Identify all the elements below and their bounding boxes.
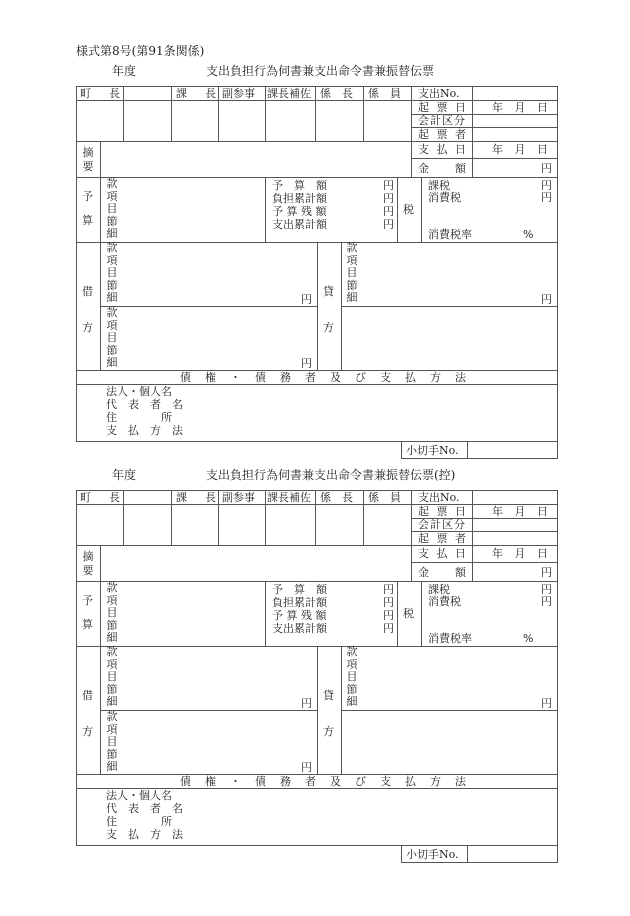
budget-amounts bbox=[272, 179, 394, 231]
draft-date-label: 起 票 日 bbox=[418, 101, 466, 114]
amount-label: 金 額 bbox=[418, 162, 466, 175]
stamp-deputy[interactable] bbox=[219, 505, 265, 545]
stamp-blank[interactable] bbox=[124, 505, 171, 545]
expense-total-row: 支出累計額 円 bbox=[272, 622, 394, 635]
expense-total-row: 支出累計額 円 bbox=[272, 218, 394, 231]
corporate-name-label: 法人・個人名 bbox=[106, 385, 172, 398]
credit-items: 款 項 目 節 細 bbox=[346, 645, 358, 709]
budget-label-bottom: 算 bbox=[82, 618, 93, 631]
approval-mayor: 町 長 bbox=[80, 491, 120, 504]
committed-total-row: 負担累計額 円 bbox=[272, 192, 394, 205]
approval-deputy: 副参事 bbox=[222, 87, 255, 100]
amount-yen: 円 bbox=[541, 162, 552, 175]
debit-yen-1: 円 bbox=[301, 293, 312, 306]
budget-label-top: 予 bbox=[82, 190, 93, 203]
credit-field-1[interactable] bbox=[360, 647, 540, 709]
approval-subsection-chief: 係 長 bbox=[320, 87, 353, 100]
consumption-tax-label: 消費税 bbox=[428, 595, 461, 608]
approval-assistant-chief: 課長補佐 bbox=[267, 87, 311, 100]
credit-label-top: 貸 bbox=[323, 689, 334, 702]
debit-field-1[interactable] bbox=[120, 647, 300, 709]
debit-yen-2: 円 bbox=[301, 357, 312, 370]
address-label: 住 所 bbox=[106, 815, 172, 828]
drafter-field[interactable] bbox=[473, 128, 557, 141]
approval-mayor: 町 長 bbox=[80, 87, 120, 100]
approval-assistant-chief: 課長補佐 bbox=[267, 491, 311, 504]
taxable-yen: 円 bbox=[541, 179, 552, 192]
tax-rate-label: 消費税率 bbox=[428, 632, 472, 645]
stamp-subsection-chief[interactable] bbox=[316, 101, 363, 141]
approval-deputy: 副参事 bbox=[222, 491, 255, 504]
payment-date-label: 支 払 日 bbox=[418, 143, 466, 156]
tax-rate-label: 消費税率 bbox=[428, 228, 472, 241]
approval-section-chief: 課 長 bbox=[176, 87, 216, 100]
fiscal-year-label: 年度 bbox=[112, 64, 137, 78]
payment-method-label: 支 払 方 法 bbox=[106, 424, 183, 437]
debit-label-top: 借 bbox=[82, 285, 93, 298]
credit-field-2[interactable] bbox=[342, 307, 557, 369]
drafter-field[interactable] bbox=[473, 532, 557, 545]
tax-label: 税 bbox=[403, 203, 414, 216]
debit-items-1: 款 項 目 節 細 bbox=[106, 241, 118, 305]
stamp-section-chief[interactable] bbox=[172, 505, 218, 545]
debit-field-1[interactable] bbox=[120, 243, 300, 305]
budget-amount-row: 予 算 額 円 bbox=[272, 583, 394, 596]
debit-items-1: 款 項 目 節 細 bbox=[106, 645, 118, 709]
budget-amount-row: 予 算 額 円 bbox=[272, 179, 394, 192]
budget-remaining-row: 予 算 残 額 円 bbox=[272, 609, 394, 622]
stamp-staff[interactable] bbox=[364, 101, 411, 141]
budget-remaining-row: 予 算 残 額 円 bbox=[272, 205, 394, 218]
expense-no-field[interactable] bbox=[473, 87, 557, 100]
amount-yen: 円 bbox=[541, 566, 552, 579]
address-label: 住 所 bbox=[106, 411, 172, 424]
amount-field[interactable] bbox=[473, 159, 539, 176]
amount-field[interactable] bbox=[473, 563, 539, 580]
budget-item-field[interactable] bbox=[120, 178, 264, 241]
account-class-field[interactable] bbox=[473, 115, 557, 127]
check-no-label: 小切手No. bbox=[406, 444, 459, 457]
tax-label: 税 bbox=[403, 607, 414, 620]
debit-items-2: 款 項 目 節 細 bbox=[106, 306, 118, 370]
budget-label-bottom: 算 bbox=[82, 214, 93, 227]
credit-label-bottom: 方 bbox=[323, 321, 334, 334]
credit-label-bottom: 方 bbox=[323, 725, 334, 738]
consumption-tax-label: 消費税 bbox=[428, 191, 461, 204]
credit-items: 款 項 目 節 細 bbox=[346, 241, 358, 305]
budget-item-field[interactable] bbox=[120, 582, 264, 645]
representative-label: 代 表 者 名 bbox=[106, 398, 183, 411]
representative-label: 代 表 者 名 bbox=[106, 802, 183, 815]
stamp-staff[interactable] bbox=[364, 505, 411, 545]
fiscal-year-label: 年度 bbox=[112, 468, 137, 482]
approval-subsection-chief: 係 長 bbox=[320, 491, 353, 504]
payment-date-field[interactable]: 年 月 日 bbox=[492, 143, 548, 156]
tax-rate-percent: % bbox=[523, 632, 534, 645]
stamp-mayor[interactable] bbox=[77, 505, 123, 545]
credit-yen: 円 bbox=[541, 293, 552, 306]
credit-yen: 円 bbox=[541, 697, 552, 710]
stamp-mayor[interactable] bbox=[77, 101, 123, 141]
stamp-assistant-chief[interactable] bbox=[266, 505, 315, 545]
approval-staff: 係 員 bbox=[368, 87, 401, 100]
stamp-deputy[interactable] bbox=[219, 101, 265, 141]
approval-staff: 係 員 bbox=[368, 491, 401, 504]
tax-rate-percent: % bbox=[523, 228, 534, 241]
budget-label-top: 予 bbox=[82, 594, 93, 607]
account-class-label: 会計区分 bbox=[418, 114, 466, 127]
draft-date-field[interactable]: 年 月 日 bbox=[492, 101, 548, 114]
expense-no-label: 支出No. bbox=[418, 491, 460, 504]
creditor-info-field[interactable] bbox=[180, 789, 557, 845]
stamp-blank[interactable] bbox=[124, 101, 171, 141]
debit-yen-1: 円 bbox=[301, 697, 312, 710]
debit-label-top: 借 bbox=[82, 689, 93, 702]
corporate-name-label: 法人・個人名 bbox=[106, 789, 172, 802]
account-class-label: 会計区分 bbox=[418, 518, 466, 531]
approval-section-chief: 課 長 bbox=[176, 491, 216, 504]
credit-field-2[interactable] bbox=[342, 711, 557, 773]
consumption-tax-yen: 円 bbox=[541, 191, 552, 204]
taxable-label: 課税 bbox=[428, 179, 450, 192]
account-class-field[interactable] bbox=[473, 519, 557, 531]
form-number: 様式第8号(第91条関係) bbox=[76, 44, 205, 58]
draft-date-label: 起 票 日 bbox=[418, 505, 466, 518]
check-no-field[interactable] bbox=[468, 846, 557, 862]
draft-date-field[interactable]: 年 月 日 bbox=[492, 505, 548, 518]
expense-no-label: 支出No. bbox=[418, 87, 460, 100]
creditor-header: 債 権 ・ 債 務 者 及 び 支 払 方 法 bbox=[180, 371, 468, 384]
debit-items-2: 款 項 目 節 細 bbox=[106, 710, 118, 774]
summary-label: 摘要 bbox=[82, 146, 94, 173]
credit-field-1[interactable] bbox=[360, 243, 540, 305]
summary-field[interactable] bbox=[101, 142, 411, 177]
summary-field[interactable] bbox=[101, 546, 411, 581]
debit-field-2[interactable] bbox=[120, 307, 300, 369]
budget-amounts bbox=[272, 583, 394, 635]
creditor-fields bbox=[106, 789, 183, 841]
stamp-subsection-chief[interactable] bbox=[316, 505, 363, 545]
check-no-label: 小切手No. bbox=[406, 848, 459, 861]
debit-label-bottom: 方 bbox=[82, 321, 93, 334]
debit-field-2[interactable] bbox=[120, 711, 300, 773]
budget-items: 款 項 目 節 細 bbox=[106, 177, 118, 241]
taxable-yen: 円 bbox=[541, 583, 552, 596]
payment-date-field[interactable]: 年 月 日 bbox=[492, 547, 548, 560]
voucher-form-copy bbox=[0, 404, 630, 861]
payment-date-label: 支 払 日 bbox=[418, 547, 466, 560]
taxable-label: 課税 bbox=[428, 583, 450, 596]
debit-yen-2: 円 bbox=[301, 761, 312, 774]
creditor-header: 債 権 ・ 債 務 者 及 び 支 払 方 法 bbox=[180, 775, 468, 788]
expense-no-field[interactable] bbox=[473, 491, 557, 504]
drafter-label: 起 票 者 bbox=[418, 128, 466, 141]
consumption-tax-yen: 円 bbox=[541, 595, 552, 608]
amount-label: 金 額 bbox=[418, 566, 466, 579]
summary-label: 摘要 bbox=[82, 550, 94, 577]
form-title: 支出負担行為伺書兼支出命令書兼振替伝票 bbox=[206, 64, 435, 78]
voucher-form bbox=[0, 0, 630, 457]
payment-method-label: 支 払 方 法 bbox=[106, 828, 183, 841]
form-title: 支出負担行為伺書兼支出命令書兼振替伝票(控) bbox=[206, 468, 456, 482]
drafter-label: 起 票 者 bbox=[418, 532, 466, 545]
budget-items: 款 項 目 節 細 bbox=[106, 581, 118, 645]
committed-total-row: 負担累計額 円 bbox=[272, 596, 394, 609]
credit-label-top: 貸 bbox=[323, 285, 334, 298]
stamp-section-chief[interactable] bbox=[172, 101, 218, 141]
stamp-assistant-chief[interactable] bbox=[266, 101, 315, 141]
debit-label-bottom: 方 bbox=[82, 725, 93, 738]
